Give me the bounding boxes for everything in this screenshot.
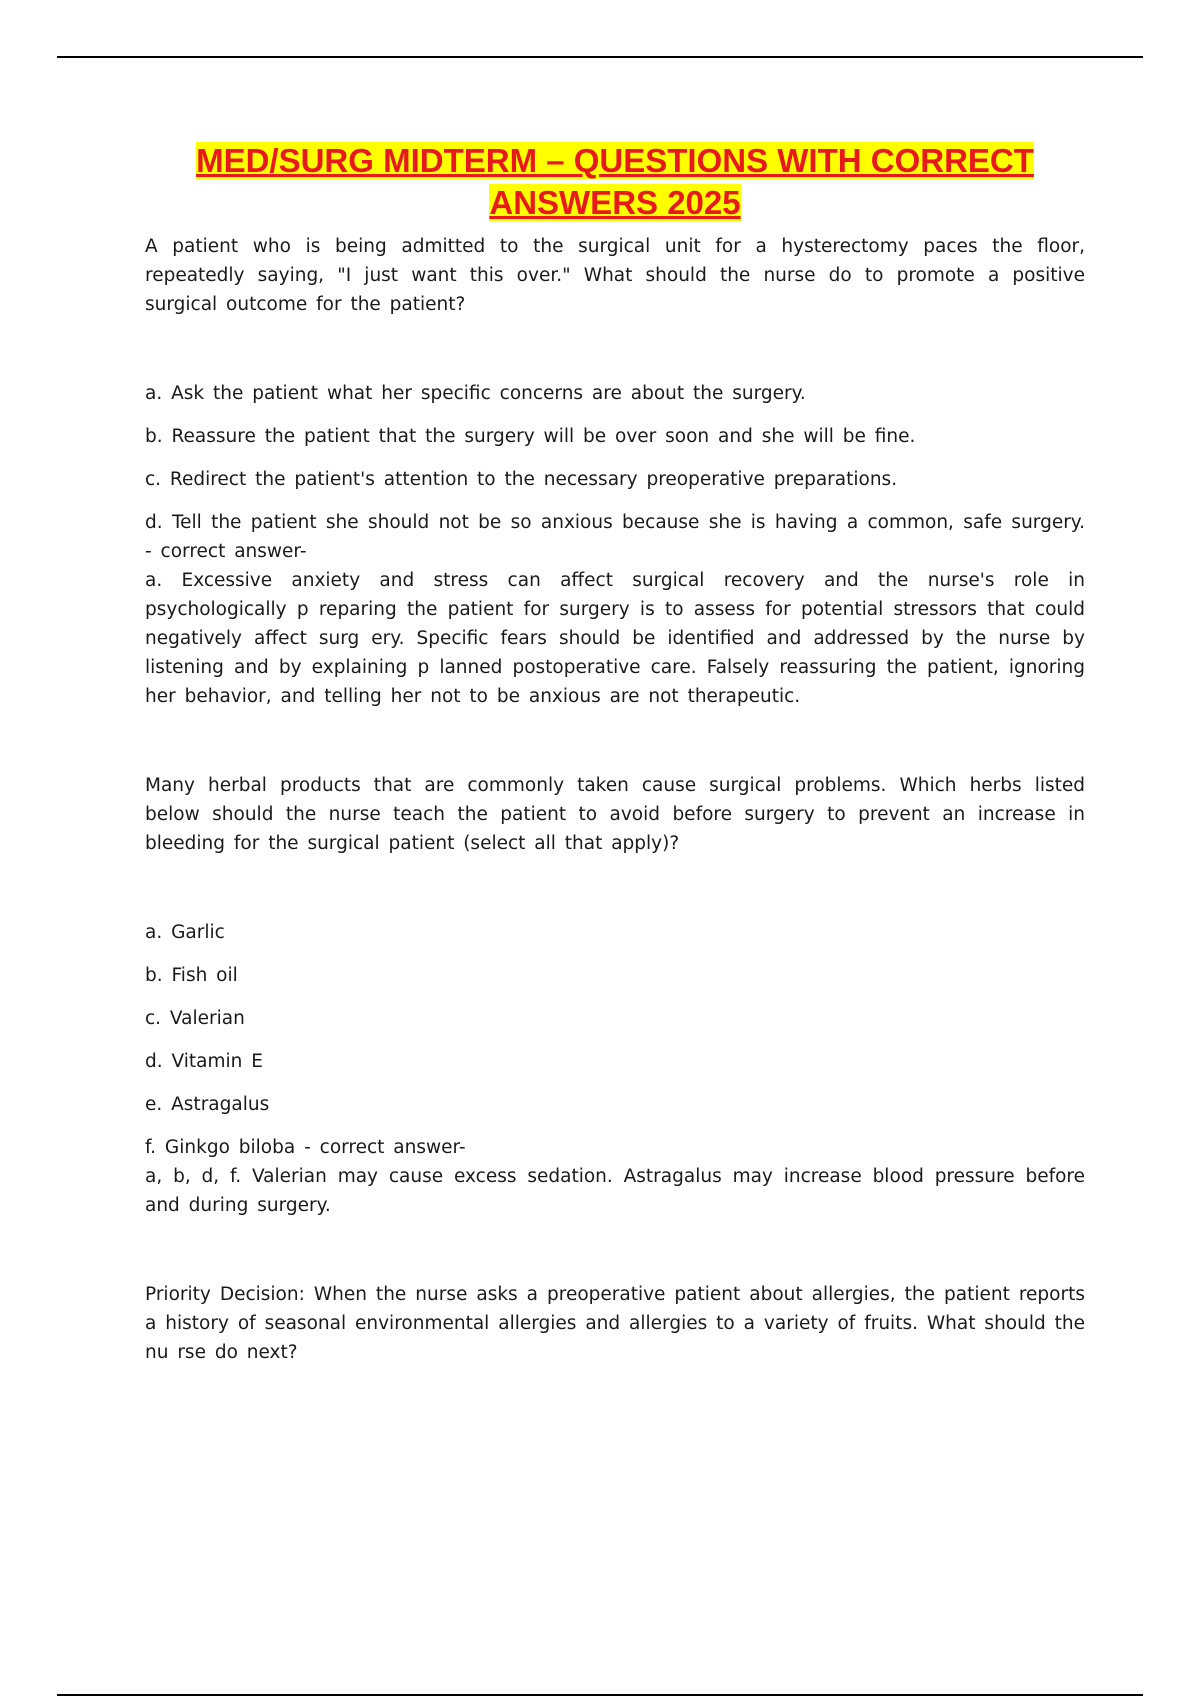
answer-option: d. Vitamin E	[145, 1051, 263, 1072]
title-line-1: MED/SURG MIDTERM – QUESTIONS WITH CORRECT	[196, 142, 1034, 179]
answer-option: c. Valerian	[145, 1008, 245, 1029]
bottom-rule	[57, 1694, 1143, 1696]
question-block	[145, 232, 1085, 711]
answer-option: d. Tell the patient she should not be so anxious because she is having a common, safe surgery. - correct answer-	[145, 512, 1085, 562]
question-stem: A patient who is being admitted to the surgical unit for a hysterectomy paces the floor, repeatedly saying, "I just want this over." What should the nurse do to promote a positive surgical outcome for the patient?	[145, 236, 1085, 315]
answer-option: a. Garlic	[145, 922, 225, 943]
document-title	[145, 140, 1085, 224]
question-block	[145, 1280, 1085, 1367]
question-block	[145, 771, 1085, 1220]
question-stem: Many herbal products that are commonly taken cause surgical problems. Which herbs listed below should the nurse teach the patient to avoid before surgery to prevent an increase in bleeding for the surgical patient (select all that apply)?	[145, 775, 1085, 854]
answer-option: b. Reassure the patient that the surgery will be over soon and she will be fine.	[145, 426, 916, 447]
question-stem: Priority Decision: When the nurse asks a preoperative patient about allergies, the patient reports a history of seasonal environmental allergies and allergies to a variety of fruits. What should the nu rse do next?	[145, 1284, 1085, 1363]
answer-option: b. Fish oil	[145, 965, 238, 986]
document-page	[145, 140, 1085, 1367]
answer-rationale: a. Excessive anxiety and stress can affect surgical recovery and the nurse's role in psychologically p reparing the patient for surgery is to assess for potential stressors that could negatively affect surg ery. Specific fears should be identified and addressed by the nurse by listening and by explaining p lanned postoperative care. Falsely reassuring the patient, ignoring her behavior, and telling her not to be anxious are not therapeutic.	[145, 570, 1085, 707]
answer-option: e. Astragalus	[145, 1094, 270, 1115]
top-rule	[57, 56, 1143, 58]
title-line-2: ANSWERS 2025	[489, 184, 741, 221]
answer-option: f. Ginkgo biloba - correct answer-	[145, 1137, 466, 1158]
answer-option: c. Redirect the patient's attention to the necessary preoperative preparations.	[145, 469, 898, 490]
answer-rationale: a, b, d, f. Valerian may cause excess sedation. Astragalus may increase blood pressure before and during surgery.	[145, 1166, 1085, 1216]
answer-option: a. Ask the patient what her specific concerns are about the surgery.	[145, 383, 806, 404]
